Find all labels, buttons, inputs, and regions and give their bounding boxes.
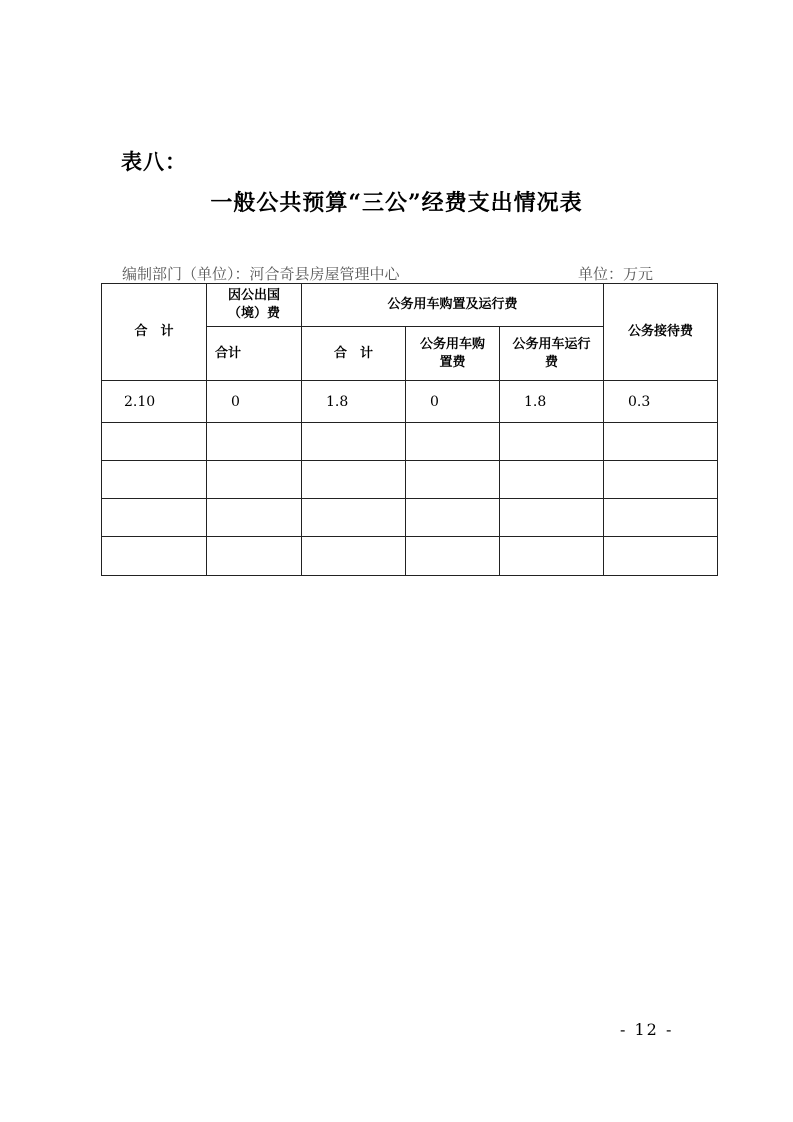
empty-cell (102, 499, 207, 537)
empty-cell (102, 423, 207, 461)
table-label: 表八： (121, 149, 187, 174)
empty-cell (406, 423, 500, 461)
value-total: 2.10 (102, 381, 207, 423)
empty-cell (604, 499, 718, 537)
empty-cell (604, 423, 718, 461)
empty-cell (500, 499, 604, 537)
empty-cell (500, 461, 604, 499)
table-row (102, 461, 718, 499)
empty-cell (406, 499, 500, 537)
empty-cell (302, 423, 406, 461)
table-row (102, 499, 718, 537)
value-vehicle-total: 1.8 (302, 381, 406, 423)
header-vehicle-purchase: 公务用车购 置费 (406, 327, 500, 381)
empty-cell (500, 537, 604, 576)
table-row (102, 423, 718, 461)
table-row (102, 537, 718, 576)
empty-cell (207, 461, 302, 499)
empty-cell (604, 537, 718, 576)
empty-cell (406, 461, 500, 499)
org-unit-text: 编制部门（单位）：河合奇县房屋管理中心 (122, 265, 400, 283)
header-total: 合 计 (102, 284, 207, 381)
empty-cell (207, 423, 302, 461)
header-overseas: 因公出国 （境）费 (207, 284, 302, 327)
expense-table (101, 283, 718, 576)
header-vehicle: 公务用车购置及运行费 (302, 284, 604, 327)
header-vehicle-total: 合 计 (302, 327, 406, 381)
empty-cell (500, 423, 604, 461)
currency-unit-text: 单位：万元 (578, 265, 654, 283)
empty-cell (302, 537, 406, 576)
header-reception: 公务接待费 (604, 284, 718, 381)
empty-cell (102, 461, 207, 499)
page-number: - 12 - (620, 1020, 674, 1039)
empty-cell (604, 461, 718, 499)
value-vehicle-purchase: 0 (406, 381, 500, 423)
table-row (102, 381, 718, 423)
empty-cell (302, 461, 406, 499)
empty-cell (207, 499, 302, 537)
empty-cell (302, 499, 406, 537)
empty-cell (207, 537, 302, 576)
empty-cell (406, 537, 500, 576)
value-reception: 0.3 (604, 381, 718, 423)
page-title: 一般公共预算“三公”经费支出情况表 (210, 190, 583, 216)
header-overseas-total: 合计 (207, 327, 302, 381)
header-vehicle-operation: 公务用车运行 费 (500, 327, 604, 381)
value-overseas-total: 0 (207, 381, 302, 423)
value-vehicle-operation: 1.8 (500, 381, 604, 423)
empty-cell (102, 537, 207, 576)
